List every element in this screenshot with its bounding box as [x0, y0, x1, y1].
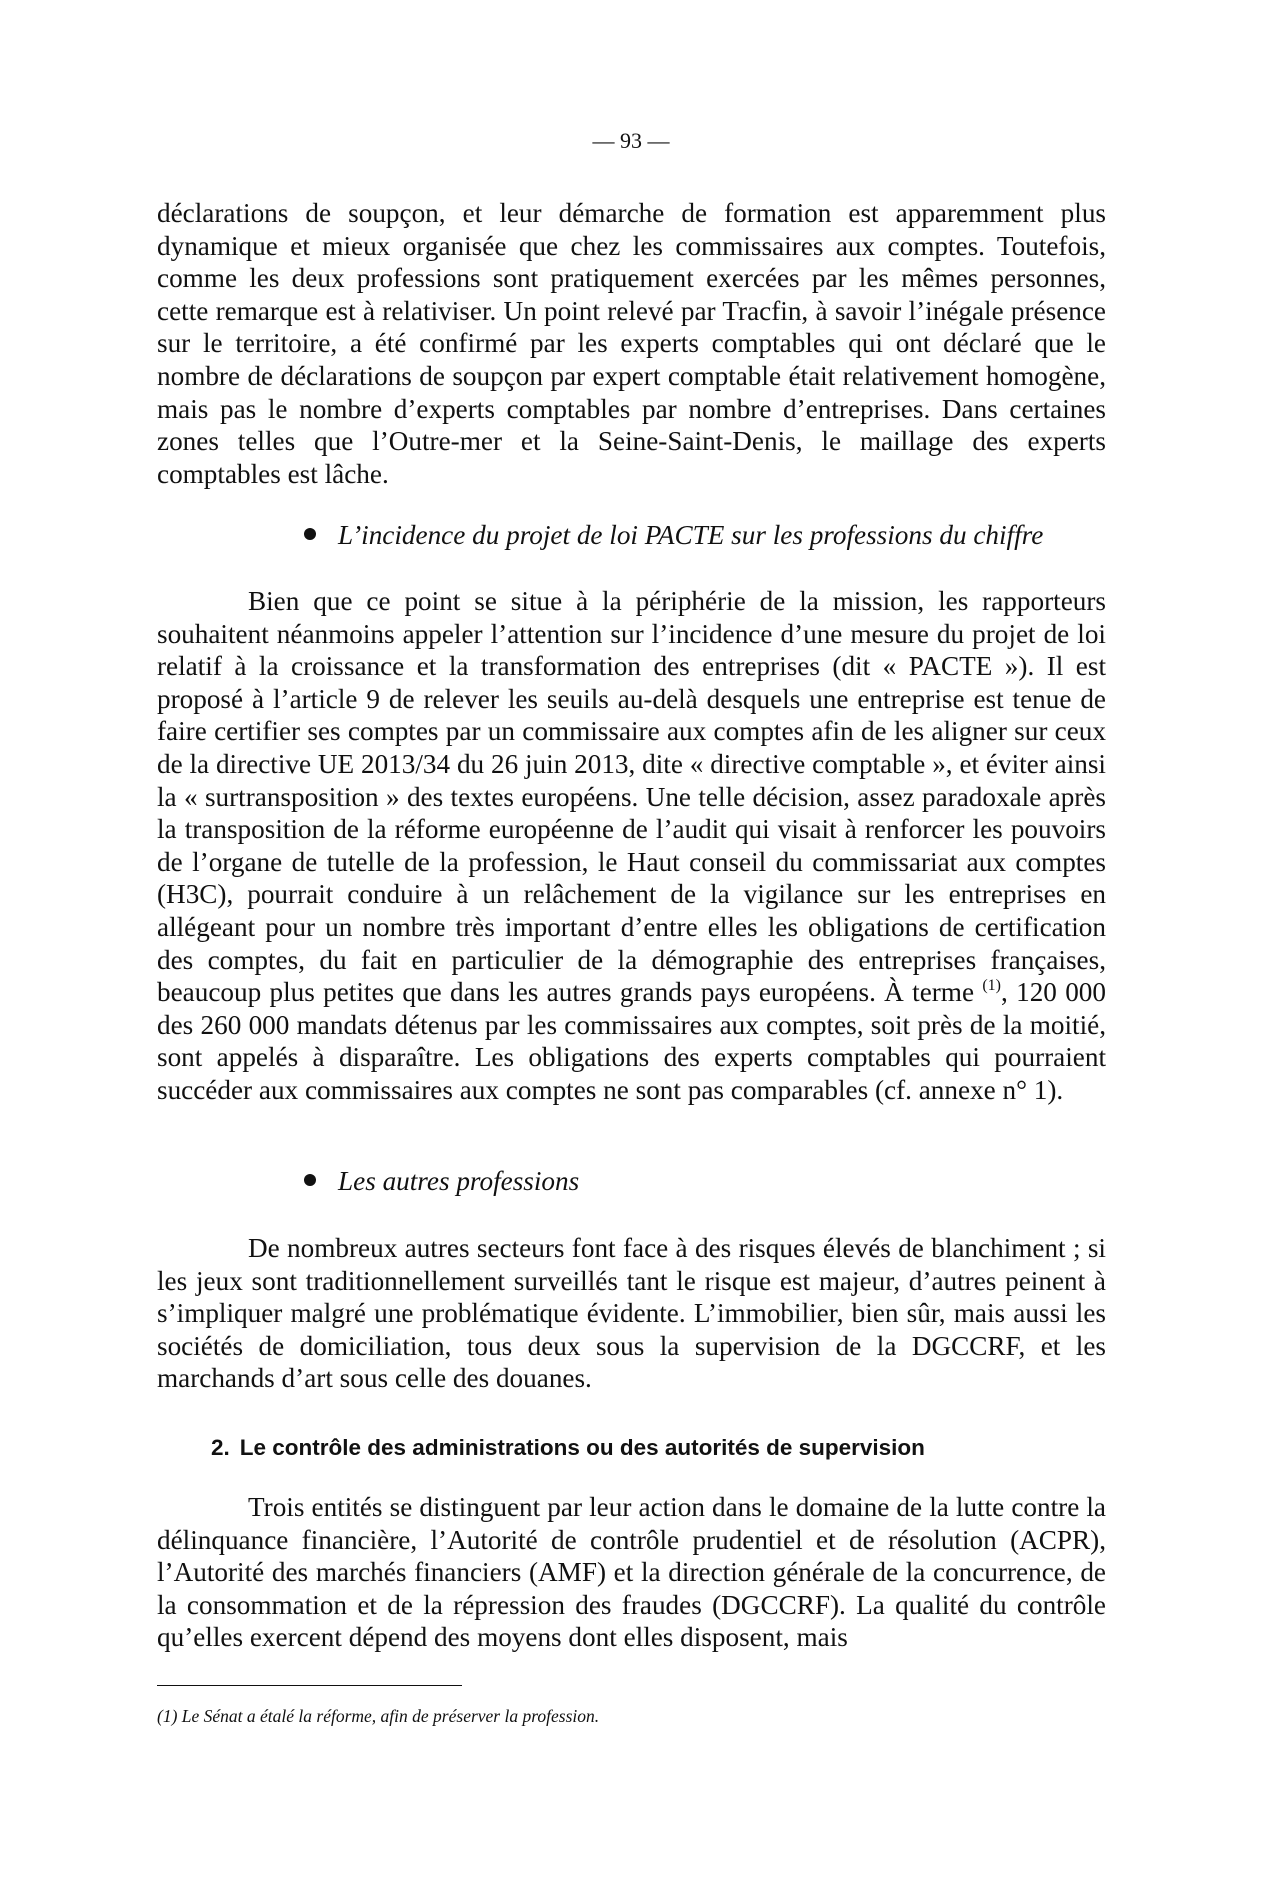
bullet-dot-icon [304, 1174, 316, 1186]
section-heading [211, 1435, 925, 1461]
paragraph-text: Trois entités se distinguent par leur action dans le domaine de la lutte contre la délinquance financière, l’Autorité de contrôle prudentiel et de résolution (ACPR), l’Autorité des marchés financiers (AMF) et la direction générale de la concurrence, de la consommation et de la répression des fraudes (DGCCRF). La qualité du contrôle qu’elles exercent dépend des moyens dont elles disposent, mais [157, 1492, 1106, 1653]
footnote-separator [157, 1685, 462, 1686]
paragraph-4 [157, 1491, 1106, 1654]
footnote-reference: (1) [982, 977, 1001, 995]
paragraph-2 [157, 585, 1106, 1107]
bullet-heading-pacte [304, 520, 1043, 551]
bullet-heading-text: L’incidence du projet de loi PACTE sur les professions du chiffre [338, 520, 1044, 550]
footnote: (1) Le Sénat a étalé la réforme, afin de préserver la profession. [157, 1706, 600, 1726]
paragraph-text: déclarations de soupçon, et leur démarche de formation est apparemment plus dynamique et mieux organisée que chez les commissaires aux comptes. Toutefois, comme les deux professions sont pratiquement exercées par les mêmes personnes, cette remarque est à relativiser. Un point relevé par Tracfin, à savoir l’inégale présence sur le territoire, a été confirmé par les experts comptables qui ont déclaré que le nombre de déclarations de soupçon par expert comptable était relativement homogène, mais pas le nombre d’experts comptables par nombre d’entreprises. Dans certaines zones telles que l’Outre-mer et la Seine-Saint-Denis, le maillage des experts comptables est lâche. [157, 198, 1106, 489]
section-number: 2. [211, 1435, 230, 1460]
bullet-heading-autres-professions [304, 1166, 579, 1197]
paragraph-text [157, 585, 1106, 1107]
page-number: — 93 — [592, 128, 670, 153]
paragraph-3 [157, 1232, 1106, 1395]
paragraph-1 [157, 197, 1106, 490]
section-title: Le contrôle des administrations ou des autorités de supervision [239, 1435, 925, 1460]
paragraph-text: De nombreux autres secteurs font face à des risques élevés de blanchiment ; si les jeux sont traditionnellement surveillés tant le risque est majeur, d’autres peinent à s’impliquer malgré une problématique évidente. L’immobilier, bien sûr, mais aussi les sociétés de domiciliation, tous deux sous la supervision de la DGCCRF, et les marchands d’art sous celle des douanes. [157, 1233, 1106, 1394]
bullet-heading-text: Les autres professions [338, 1166, 580, 1196]
paragraph-text-part: Bien que ce point se situe à la périphérie de la mission, les rapporteurs souhaitent néanmoins appeler l’attention sur l’incidence d’une mesure du projet de loi relatif à la croissance et la transformation des entreprises (dit « PACTE »). Il est proposé à l’article 9 de relever les seuils au-delà desquels une entreprise est tenue de faire certifier ses comptes par un commissaire aux comptes afin de les aligner sur ceux de la directive UE 2013/34 du 26 juin 2013, dite « directive comptable », et éviter ainsi la « surtransposition » des textes européens. Une telle décision, assez paradoxale après la transposition de la réforme européenne de l’audit qui visait à renforcer les pouvoirs de l’organe de tutelle de la profession, le Haut conseil du commissariat aux comptes (H3C), pourrait conduire à un relâchement de la vigilance sur les entreprises en allégeant pour un nombre très important d’entre elles les obligations de certification des comptes, du fait en particulier de la démographie des entreprises françaises, beaucoup plus petites que dans les autres grands pays européens. À terme [157, 586, 1106, 1008]
bullet-dot-icon [304, 528, 316, 540]
paragraph-text-part: , 120 000 des 260 000 mandats détenus par les commissaires aux comptes, soit près de la moitié, sont appelés à disparaître. Les obligations des experts comptables qui pourraient succéder aux commissaires aux comptes ne sont pas comparables (cf. annexe n° 1). [157, 977, 1106, 1105]
